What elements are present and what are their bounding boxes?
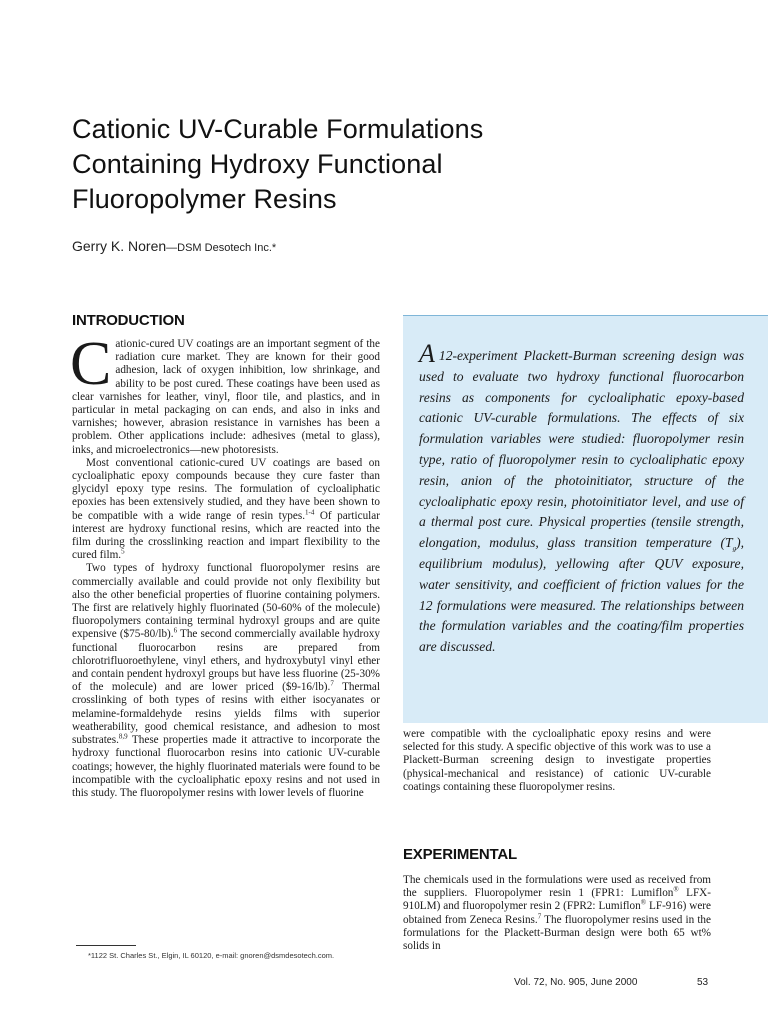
author-name: Gerry K. Noren xyxy=(72,238,167,254)
title-line: Containing Hydroxy Functional xyxy=(72,149,443,179)
experimental-column xyxy=(403,874,711,953)
intro-paragraph-3: Two types of hydroxy functional fluoropolymer resins are commercially available and could provide not only flexibility but also the other beneficial properties of fluorine containing polymers. The first are relatively highly fluorinated (50-60% of the molecule) fluoropolymers containing terminal hydroxyl groups and are quite expensive ($75-80/lb).$^6$ The second commercially available hydroxy functional fluorocarbon resins are prepared from chlorotrifluoroethylene, vinyl ethers, and hydroxybutyl vinyl ether and contain pendent hydroxyl groups but have less fluorine (25-30% of the molecule) and are lower priced ($9-16/lb).$^7$ Thermal crosslinking of both types of resins with either isocyanates or melamine-formaldehyde resins yields films with superior weatherability, good chemical resistance, and adhesion to most substrates.$^{8,9}$ These properties made it attractive to incorporate the hydroxy functional fluorocarbon resins into cationic UV-curable coatings; however, the highly fluorinated materials were found to be incompatible with the cycloaliphatic epoxy resins and not used in this study. The fluoropolymer resins with lower levels of fluorine xyxy=(72,562,380,799)
footnote: *1122 St. Charles St., Elgin, IL 60120, e-mail: gnoren@dsmdesotech.com. xyxy=(88,951,335,960)
right-column-continued xyxy=(403,728,711,794)
title-line: Cationic UV-Curable Formulations xyxy=(72,114,484,144)
byline xyxy=(72,238,276,254)
drop-cap: C xyxy=(70,330,112,398)
left-column xyxy=(70,330,380,800)
abstract-drop-cap: A xyxy=(419,339,435,368)
journal-issue: Vol. 72, No. 905, June 2000 xyxy=(514,977,638,988)
introduction-heading: INTRODUCTION xyxy=(72,312,185,329)
footnote-rule xyxy=(76,945,136,946)
author-affiliation: —DSM Desotech Inc.* xyxy=(166,242,277,254)
right-paragraph: were compatible with the cycloaliphatic epoxy resins and were selected for this study. A specific objective of this work was to use a Plackett-Burman screening design to investigate properties (physical-mechanical and resistance) of cationic UV-curable coatings containing these fluoropolymer resins. xyxy=(403,728,711,793)
abstract-box xyxy=(403,315,768,723)
title-line: Fluoropolymer Resins xyxy=(72,184,337,214)
intro-paragraph-2: Most conventional cationic-cured UV coatings are based on cycloaliphatic epoxy compounds because they cure faster than glycidyl epoxy type resins. The formulation of cycloaliphatic epoxies has been extensively studied, and they have been shown to be compatible with a wide range of resin types.$^{1-4}$ Of particular interest are hydroxy functional resins, which are reacted into the film during the crosslinking reaction and impart flexibility to the cured film.$^5$ xyxy=(72,456,380,562)
abstract-text: A 12-experiment Plackett-Burman screening design was used to evaluate two hydroxy functional fluorocarbon resins as components for cycloaliphatic epoxy-based cationic UV-curable formulations. The effects of six formulation variables were studied: fluoropolymer resin type, ratio of fluoropolymer resin to cycloaliphatic epoxy resin, anion of the photoinitiator, structure of the cycloaliphatic epoxy resin, photoinitiator level, and use of a thermal post cure. Physical properties (tensile strength, elongation, modulus, glass transition temperature $(T_g)$, equilibrium modulus), yellowing after QUV exposure, water sensitivity, and coefficient of friction values for the 12 formulations were measured. The relationships between the formulation variables and the coating/film properties are discussed. xyxy=(419,339,744,655)
experimental-heading: EXPERIMENTAL xyxy=(403,846,517,863)
article-title xyxy=(72,112,632,217)
page-number: 53 xyxy=(697,977,709,988)
intro-paragraph-1: Cationic-cured UV coatings are an important segment of the radiation cure market. They are known for their good adhesion, lack of oxygen inhibition, low shrinkage, and ability to be post cured. These coatings have been used as clear varnishes for leather, vinyl, floor tile, and plastics, and in particular in metal packaging on can ends, and also in inks and varnishes; however, abrasion resistance in varnishes has been a problem. Other applications include: adhesives (metal to glass), inks, and microelectronics—new photoresists. xyxy=(70,330,380,456)
experimental-paragraph: The chemicals used in the formulations were used as received from the suppliers. Fluoropolymer resin 1 (FPR1: Lumiflon® LFX-910LM) and fluoropolymer resin 2 (FPR2: Lumiflon® LF-916) were obtained from Zeneca Resins.$^7$ The fluoropolymer resins used in the formulations for the Plackett-Burman design were both 65 wt% solids in xyxy=(403,874,711,953)
